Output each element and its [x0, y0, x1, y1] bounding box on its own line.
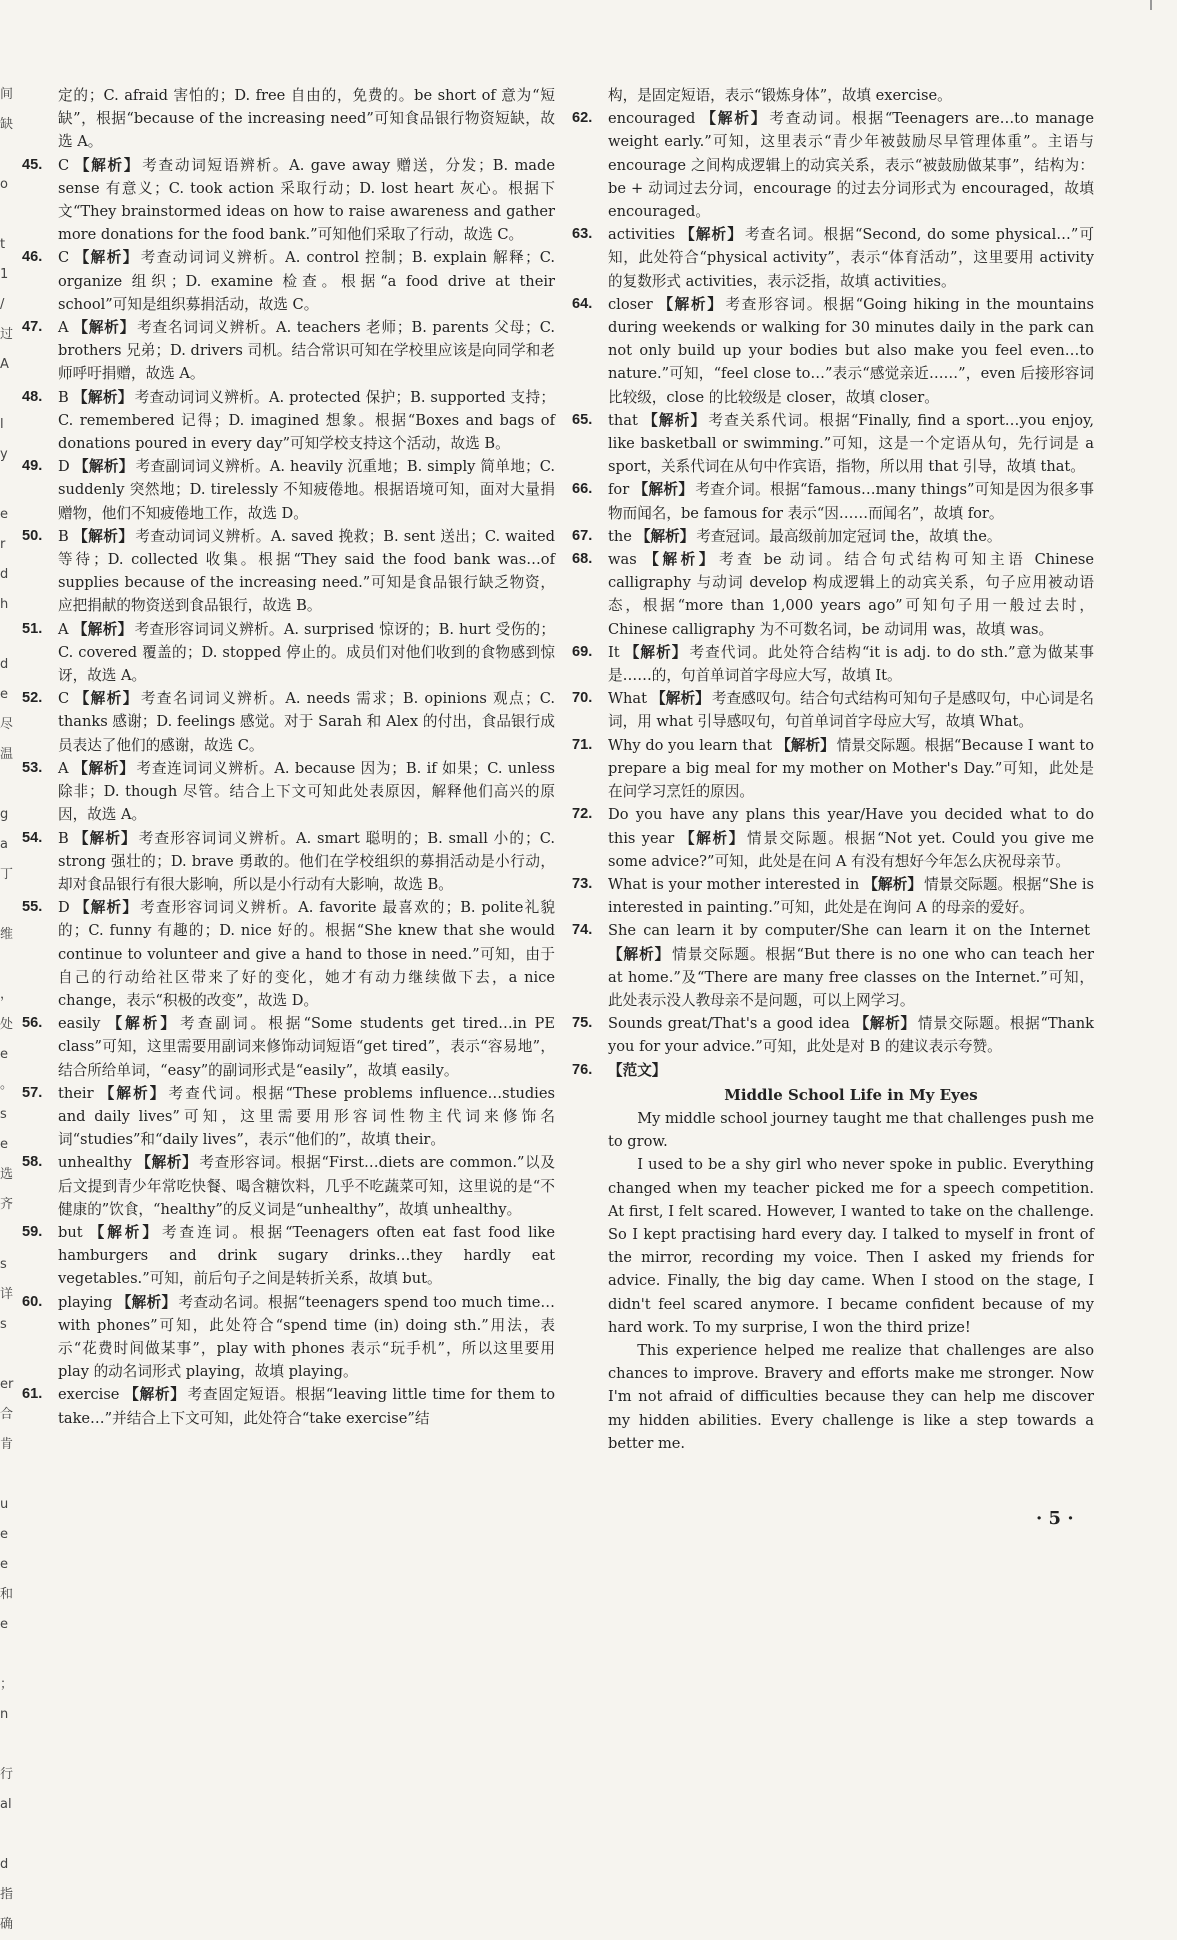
question-number: 52. — [22, 690, 43, 707]
answer-explanation — [58, 455, 555, 525]
question-number: 75. — [572, 1015, 593, 1032]
analysis-tag: 【解析】 — [73, 690, 139, 708]
answer-explanation — [58, 525, 555, 618]
edge-char: 选 — [0, 1167, 14, 1182]
essay-header — [572, 1059, 1094, 1082]
answer-value: What is your mother interested in — [608, 875, 860, 893]
answer-item — [22, 1221, 555, 1291]
edge-char: e — [0, 1617, 8, 1632]
analysis-tag: 【解析】 — [86, 1223, 160, 1241]
question-number: 55. — [22, 899, 43, 916]
edge-char: 指 — [0, 1887, 14, 1902]
question-number: 66. — [572, 481, 593, 498]
explanation-text: 考查动词词义辨析。A. protected 保护；B. supported 支持；C. remembered 记得；D. imagined 想象。根据“Boxes and bags of donations poured in every day”可知学校支持这个活动，故选 B。 — [58, 388, 555, 453]
edge-char: d — [0, 1857, 9, 1872]
answer-explanation — [58, 1291, 555, 1384]
edge-char: t — [0, 237, 6, 252]
edge-char — [0, 620, 16, 650]
answer-explanation — [608, 1012, 1094, 1058]
question-number: 64. — [572, 295, 593, 312]
analysis-tag: 【解析】 — [116, 1293, 177, 1311]
edge-char: 和 — [0, 1587, 14, 1602]
analysis-tag: 【解析】 — [656, 295, 724, 313]
edge-char: 间 — [0, 87, 14, 102]
explanation-text: 考查动词。根据“Teenagers are…to manage weight early.”可知，这里表示“青少年被鼓励尽早管理体重”。主语与 encourage 之间构成逻辑上的动宾关系，表示“被鼓励做某事”，结构为：be + 动词过去分词，encourage 的过去分词形式为 encouraged，故填 encouraged。 — [608, 110, 1094, 221]
explanation-text: 考查固定短语。根据“leaving little time for them to take…”并结合上下文可知，此处符合“take exercise”结 — [58, 1386, 555, 1427]
edge-char — [0, 1460, 16, 1490]
answer-item — [22, 1012, 555, 1082]
analysis-tag: 【解析】 — [73, 458, 134, 476]
explanation-text: 情景交际题。根据“But there is no one who can teach her at home.”及“There are many free classes on the Internet.”可知，此处表示没人教母亲不是问题，可以上网学习。 — [608, 945, 1094, 1009]
question-number: 76. — [572, 1061, 593, 1078]
edge-char — [0, 470, 16, 500]
edge-char: 丁 — [0, 867, 14, 882]
analysis-tag: 【解析】 — [135, 1154, 198, 1172]
left-answer-list — [22, 154, 555, 1430]
answer-value: Why do you learn that — [608, 736, 773, 754]
edge-char: 合 — [0, 1407, 14, 1422]
explanation-text: 考查动词词义辨析。A. saved 挽救；B. sent 送出；C. waited等待；D. collected 收集。根据“They said the food bank was…of supplies because of the increasing need.”可知是食品银行缺乏物资，应把捐献的物资送到食品银行，故选 B。 — [58, 527, 555, 615]
explanation-text: 考查介词。根据“famous…many things”可知是因为很多事物而闻名，be famous for 表示“因……而闻名”，故填 for。 — [608, 481, 1094, 522]
sample-essay-label: 【范文】 — [608, 1061, 667, 1079]
answer-value: B — [58, 527, 69, 545]
edge-char: s — [0, 1317, 7, 1332]
answer-value: D — [58, 899, 70, 917]
answer-explanation — [58, 246, 555, 316]
edge-char: 尽 — [0, 717, 14, 732]
answer-item — [22, 246, 555, 316]
answer-item — [572, 478, 1094, 524]
analysis-tag: 【解析】 — [678, 226, 743, 244]
edge-char — [0, 380, 16, 410]
left-column — [22, 84, 555, 1430]
answer-value: B — [58, 388, 69, 406]
answer-item — [22, 154, 555, 247]
explanation-text: 考查副词。根据“Some students get tired…in PE class”可知，这里需要用副词来修饰动词短语“get tired”，表示“容易地”，结合所给单词，“easy”的副词形式是“easily”，故填 easily。 — [58, 1015, 555, 1079]
edge-char: y — [0, 447, 8, 462]
answer-item — [22, 687, 555, 757]
answer-explanation — [58, 1151, 555, 1221]
answer-explanation — [608, 919, 1094, 1012]
edge-char: er — [0, 1377, 14, 1392]
analysis-tag: 【解析】 — [72, 527, 134, 545]
edge-char: 。 — [0, 1077, 14, 1092]
edge-char: 详 — [0, 1287, 14, 1302]
answer-value: A — [58, 759, 69, 777]
edge-char: 行 — [0, 1767, 14, 1782]
analysis-tag: 【解析】 — [641, 411, 707, 429]
analysis-tag: 【解析】 — [699, 110, 768, 128]
edge-char — [0, 1730, 16, 1760]
answer-value: exercise — [58, 1386, 120, 1404]
analysis-tag: 【解析】 — [72, 829, 137, 847]
answer-value: What — [608, 690, 647, 708]
answer-explanation — [608, 873, 1094, 919]
question-number: 72. — [572, 806, 593, 823]
edge-char — [0, 1640, 16, 1670]
analysis-tag: 【解析】 — [633, 481, 694, 499]
edge-char: n — [0, 1707, 9, 1722]
answer-value: playing — [58, 1293, 113, 1311]
edge-char: 1 — [0, 267, 9, 282]
answer-explanation — [58, 1383, 555, 1429]
explanation-text: 考查冠词。最高级前加定冠词 the，故填 the。 — [696, 527, 1002, 545]
answer-explanation — [58, 316, 555, 386]
edge-char: u — [0, 1497, 9, 1512]
edge-char — [0, 1220, 16, 1250]
answer-item — [572, 525, 1094, 548]
edge-char: s — [0, 1257, 7, 1272]
answer-explanation — [58, 896, 555, 1012]
edge-char: 温 — [0, 747, 14, 762]
answer-value: B — [58, 829, 69, 847]
explanation-text: 考查连词。根据“Teenagers often eat fast food like hamburgers and drink sugary drinks…they hardly eat vegetables.”可知，前后句子之间是转折关系，故填 but。 — [58, 1223, 555, 1288]
answer-explanation — [608, 803, 1094, 873]
explanation-text: 考查代词。根据“These problems influence…studies and daily lives”可知，这里需要用形容词性物主代词来修饰名词“studies”和“daily lives”，表示“他们的”，故填 their。 — [58, 1084, 555, 1149]
analysis-tag: 【解析】 — [678, 829, 745, 847]
analysis-tag: 【解析】 — [853, 1015, 916, 1033]
right-column — [572, 84, 1094, 1455]
explanation-text: 考查形容词。根据“Going hiking in the mountains during weekends or walking for 30 minutes daily in the park can not only build up your bodies but also make you feel even…to nature.”可知，“feel close to…”表示“感觉亲近……”，even 后接形容词比较级，close 的比较级是 closer，故填 closer。 — [608, 295, 1094, 406]
answer-value: that — [608, 411, 638, 429]
answer-value: A — [58, 620, 69, 638]
edge-char — [0, 140, 16, 170]
answer-explanation — [608, 525, 1094, 548]
edge-char: l — [0, 417, 4, 432]
question-number: 46. — [22, 249, 43, 266]
explanation-text: 考查形容词词义辨析。A. smart 聪明的；B. small 小的；C. strong 强壮的；D. brave 勇敢的。他们在学校组织的募捐活动是小行动，却对食品银行有很大影响，所以是小行动有大影响，故选 B。 — [58, 829, 555, 893]
question-number: 68. — [572, 551, 593, 568]
explanation-text: 考查动名词。根据“teenagers spend too much time…with phones”可知，此处符合“spend time (in) doing sth.”用法，表示“花费时间做某事”，play with phones 表示“玩手机”，所以这里要用 play 的动名词形式 playing，故填 playing。 — [58, 1293, 555, 1381]
edge-char: d — [0, 567, 9, 582]
edge-char: ； — [0, 1677, 14, 1692]
page-number: · 5 · — [1036, 1508, 1074, 1529]
answer-item — [572, 641, 1094, 687]
answer-item — [22, 827, 555, 897]
analysis-tag: 【解析】 — [72, 759, 135, 777]
edge-char — [0, 1340, 16, 1370]
question-number: 56. — [22, 1015, 43, 1032]
analysis-tag: 【解析】 — [73, 899, 139, 917]
edge-char: e — [0, 687, 8, 702]
edge-char: 肯 — [0, 1437, 14, 1452]
question-number: 59. — [22, 1223, 43, 1240]
edge-char: d — [0, 657, 9, 672]
edge-char: e — [0, 507, 8, 522]
question-number: 58. — [22, 1154, 43, 1171]
answer-value: for — [608, 481, 630, 499]
analysis-tag: 【解析】 — [863, 875, 923, 893]
analysis-tag: 【解析】 — [73, 249, 139, 267]
explanation-text: 考查名词词义辨析。A. teachers 老师；B. parents 父母；C. brothers 兄弟；D. drivers 司机。结合常识可知在学校里应该是向同学和老师呼吁捐赠，故选 A。 — [58, 319, 555, 383]
question-number: 53. — [22, 759, 43, 776]
edge-char — [0, 1820, 16, 1850]
answer-explanation — [608, 409, 1094, 479]
answer-value: but — [58, 1223, 83, 1241]
analysis-tag: 【解析】 — [97, 1084, 167, 1102]
edge-char — [0, 200, 16, 230]
answer-item — [22, 1383, 555, 1429]
edge-char: al — [0, 1797, 12, 1812]
analysis-tag: 【解析】 — [608, 945, 671, 963]
answer-item — [22, 1082, 555, 1152]
edge-char: 维 — [0, 927, 14, 942]
question-number: 47. — [22, 319, 43, 336]
explanation-text: 考查形容词词义辨析。A. favorite 最喜欢的；B. polite礼貌的；C. funny 有趣的；D. nice 好的。根据“She knew that she would continue to volunteer and give a hand to those in need.”可知，由于自己的行动给社区带来了好的变化，她才有动力继续做下去，a nice change，表示“积极的改变”，故选 D。 — [58, 899, 555, 1009]
answer-item — [572, 687, 1094, 733]
essay-paragraph: My middle school journey taught me that challenges push me to grow. — [608, 1109, 1094, 1151]
question-number: 74. — [572, 922, 593, 939]
answer-explanation — [608, 223, 1094, 293]
answer-explanation — [608, 107, 1094, 223]
edge-char: r — [0, 537, 6, 552]
answer-value: Do you have any plans this year/Have you decided what to do this year — [608, 806, 1094, 847]
edge-char: e — [0, 1047, 8, 1062]
explanation-text: 考查感叹句。结合句式结构可知句子是感叹句，中心词是名词，用 what 引导感叹句，句首单词首字母应大写，故填 What。 — [608, 690, 1094, 731]
answer-value: C — [58, 156, 70, 174]
answer-item — [572, 1012, 1094, 1058]
explanation-text: 考查形容词词义辨析。A. surprised 惊讶的；B. hurt 受伤的；C. covered 覆盖的；D. stopped 停止的。成员们对他们收到的食物感到惊讶，故选 A。 — [58, 620, 555, 685]
answer-explanation — [608, 293, 1094, 409]
explanation-text: 考查动词词义辨析。A. control 控制；B. explain 解释；C. organize 组织；D. examine 检查。根据“a food drive at their school”可知是组织募捐活动，故选 C。 — [58, 249, 555, 313]
explanation-text: 考查动词短语辨析。A. gave away 赠送，分发；B. made sense 有意义；C. took action 采取行动；D. lost heart 灰心。根据下文“They brainstormed ideas on how to raise awareness and gather more donations for the food bank.”可知他们采取了行动，故选 C。 — [58, 156, 555, 244]
explanation-text: 考查副词词义辨析。A. heavily 沉重地；B. simply 简单地；C. suddenly 突然地；D. tirelessly 不知疲倦地。根据语境可知，面对大量捐赠物，他们不知疲倦地工作，故选 D。 — [58, 458, 555, 522]
answer-item — [572, 803, 1094, 873]
previous-page-edge — [0, 80, 16, 1932]
explanation-text: 情景交际题。根据“She is interested in painting.”可知，此处是在询问 A 的母亲的爱好。 — [608, 875, 1094, 917]
answer-item — [22, 455, 555, 525]
question-number: 70. — [572, 690, 593, 707]
edge-char: e — [0, 1527, 8, 1542]
answer-value: D — [58, 458, 70, 476]
analysis-tag: 【解析】 — [776, 736, 835, 754]
continuation-text: 构，是固定短语，表示“锻炼身体”，故填 exercise。 — [608, 87, 952, 104]
edge-char: A — [0, 357, 9, 372]
analysis-tag: 【解析】 — [623, 643, 688, 661]
edge-char: 过 — [0, 327, 14, 342]
explanation-text: 考查代词。此处符合结构“it is adj. to do sth.”意为做某事是……的，句首单词首字母应大写，故填 It。 — [608, 643, 1094, 685]
answer-explanation — [58, 386, 555, 456]
answer-value: closer — [608, 295, 653, 313]
analysis-tag: 【解析】 — [635, 527, 695, 545]
answer-item — [572, 873, 1094, 919]
edge-char: o — [0, 177, 8, 192]
answer-item — [22, 316, 555, 386]
analysis-tag: 【解析】 — [72, 319, 136, 337]
answer-item — [22, 896, 555, 1012]
analysis-tag: 【解析】 — [650, 690, 710, 708]
answer-item — [22, 757, 555, 827]
analysis-tag: 【解析】 — [104, 1015, 179, 1033]
right-answer-list — [572, 107, 1094, 1058]
answer-item — [572, 734, 1094, 804]
answer-explanation — [608, 548, 1094, 641]
answer-value: the — [608, 527, 632, 545]
answer-item — [22, 386, 555, 456]
explanation-text: 考查关系代词。根据“Finally, find a sport…you enjoy, like basketball or swimming.”可知，这是一个定语从句，先行词是 a sport，关系代词在从句中作宾语，指物，所以用 that 引导，故填 that。 — [608, 411, 1094, 476]
edge-char — [0, 890, 16, 920]
answer-value: was — [608, 551, 637, 569]
answer-explanation — [58, 827, 555, 897]
continuation-text: 定的；C. afraid 害怕的；D. free 自由的，免费的。be short of 意为“短缺”，根据“because of the increasing need”可知食品银行物资短缺，故选 A。 — [58, 87, 555, 151]
answer-explanation — [58, 1221, 555, 1291]
question-number: 65. — [572, 411, 593, 428]
essay-title: Middle School Life in My Eyes — [724, 1085, 978, 1104]
answer-explanation — [58, 1082, 555, 1152]
question-number: 49. — [22, 458, 43, 475]
answer-item — [22, 1291, 555, 1384]
answer-item — [572, 409, 1094, 479]
question-number: 54. — [22, 829, 43, 846]
answer-item — [572, 107, 1094, 223]
answer-explanation — [58, 1012, 555, 1082]
explanation-text: 考查形容词。根据“First…diets are common.”以及后文提到青少年常吃快餐、喝含糖饮料，几乎不吃蔬菜可知，这里说的是“不健康的”饮食，“healthy”的反义词是“unhealthy”，故填 unhealthy。 — [58, 1154, 555, 1218]
explanation-text: 考查名词。根据“Second, do some physical…”可知，此处符合“physical activity”，表示“体育活动”，这里要用 activity 的复数形式 activities，表示泛指，故填 activities。 — [608, 226, 1094, 290]
answer-value: A — [58, 319, 69, 337]
answer-item — [22, 525, 555, 618]
analysis-tag: 【解析】 — [72, 620, 133, 638]
edge-char: 缺 — [0, 117, 14, 132]
answer-value: She can learn it by computer/She can learn it on the Internet — [608, 922, 1090, 940]
edge-char: h — [0, 597, 9, 612]
analysis-tag: 【解析】 — [72, 388, 133, 406]
question-number: 61. — [22, 1386, 43, 1403]
essay-paragraph: This experience helped me realize that challenges are also chances to improve. Bravery and efforts make me stronger. Now I'm not afraid of difficulties because they can help me discover my hidden abilities. Every challenge is like a step towards a better me. — [608, 1341, 1094, 1452]
answer-explanation — [58, 618, 555, 688]
answer-value: their — [58, 1084, 94, 1102]
explanation-text: 情景交际题。根据“Thank you for your advice.”可知，此处是对 B 的建议表示夸赞。 — [608, 1015, 1094, 1056]
explanation-text: 情景交际题。根据“Because I want to prepare a big meal for my mother on Mother's Day.”可知，此处是在问学习烹饪的原因。 — [608, 736, 1095, 801]
question-number: 67. — [572, 527, 593, 544]
edge-char — [0, 770, 16, 800]
answer-explanation — [608, 687, 1094, 733]
edge-char: ， — [0, 987, 14, 1002]
answer-value: unhealthy — [58, 1154, 132, 1172]
answer-value: encouraged — [608, 110, 696, 128]
question-number: 50. — [22, 527, 43, 544]
edge-char: a — [0, 837, 8, 852]
question-number: 48. — [22, 388, 43, 405]
analysis-tag: 【解析】 — [73, 156, 141, 174]
question-number: 62. — [572, 110, 593, 127]
answer-value: It — [608, 643, 620, 661]
answer-explanation — [608, 478, 1094, 524]
edge-char: / — [0, 297, 5, 312]
answer-explanation — [608, 641, 1094, 687]
edge-char: 齐 — [0, 1197, 14, 1212]
edge-char: e — [0, 1137, 8, 1152]
explanation-text: 考查 be 动词。结合句式结构可知主语 Chinese calligraphy 与动词 develop 构成逻辑上的动宾关系，句子应用被动语态，根据“more than 1,000 years ago”可知句子用一般过去时，Chinese calligraphy 为不可数名词，be 动词用 was，故填 was。 — [608, 551, 1094, 638]
answer-explanation — [608, 734, 1094, 804]
answer-explanation — [58, 154, 555, 247]
edge-char: 确 — [0, 1917, 14, 1932]
answer-value: easily — [58, 1015, 101, 1033]
question-number: 71. — [572, 736, 593, 753]
edge-char: e — [0, 1557, 8, 1572]
analysis-tag: 【解析】 — [640, 551, 718, 569]
answer-item — [572, 293, 1094, 409]
question-number: 69. — [572, 643, 593, 660]
answer-item — [572, 548, 1094, 641]
answer-value: C — [58, 690, 70, 708]
explanation-text: 考查连词词义辨析。A. because 因为；B. if 如果；C. unless 除非；D. though 尽管。结合上下文可知此处表原因，解释他们高兴的原因，故选 A。 — [58, 759, 555, 824]
analysis-tag: 【解析】 — [123, 1386, 186, 1404]
question-number: 63. — [572, 226, 593, 243]
edge-char — [0, 950, 16, 980]
answer-item — [572, 919, 1094, 1012]
answer-explanation — [58, 687, 555, 757]
answer-explanation — [58, 757, 555, 827]
essay-paragraph: I used to be a shy girl who never spoke in public. Everything changed when my teacher picked me for a speech competition. At first, I felt scared. However, I wanted to take on the challenge. So I kept practising hard every day. I talked to myself in front of the mirror, recording my voice. Then I asked my friends for advice. Finally, the big day came. When I stood on the stage, I didn't feel scared anymore. I became confident because of my hard work. To my surprise, I won the third prize! — [608, 1156, 1094, 1336]
question-number: 51. — [22, 620, 43, 637]
answer-value: activities — [608, 226, 675, 244]
question-number: 57. — [22, 1084, 43, 1101]
explanation-text: 考查名词词义辨析。A. needs 需求；B. opinions 观点；C. thanks 感谢；D. feelings 感觉。对于 Sarah 和 Alex 的付出，食品银行成员表达了他们的感谢，故选 C。 — [58, 690, 555, 754]
edge-char: g — [0, 807, 9, 822]
explanation-text: 情景交际题。根据“Not yet. Could you give me some advice?”可知，此处是在问 A 有没有想好今年怎么庆祝母亲节。 — [608, 829, 1094, 870]
question-number: 60. — [22, 1293, 43, 1310]
answer-item — [572, 223, 1094, 293]
answer-value: Sounds great/That's a good idea — [608, 1015, 850, 1033]
answer-value: C — [58, 249, 70, 267]
answer-item — [22, 618, 555, 688]
answer-item — [22, 1151, 555, 1221]
edge-char: s — [0, 1107, 7, 1122]
question-number: 73. — [572, 875, 593, 892]
question-number: 45. — [22, 156, 43, 173]
crop-mark — [1150, 0, 1152, 10]
edge-char: 处 — [0, 1017, 14, 1032]
